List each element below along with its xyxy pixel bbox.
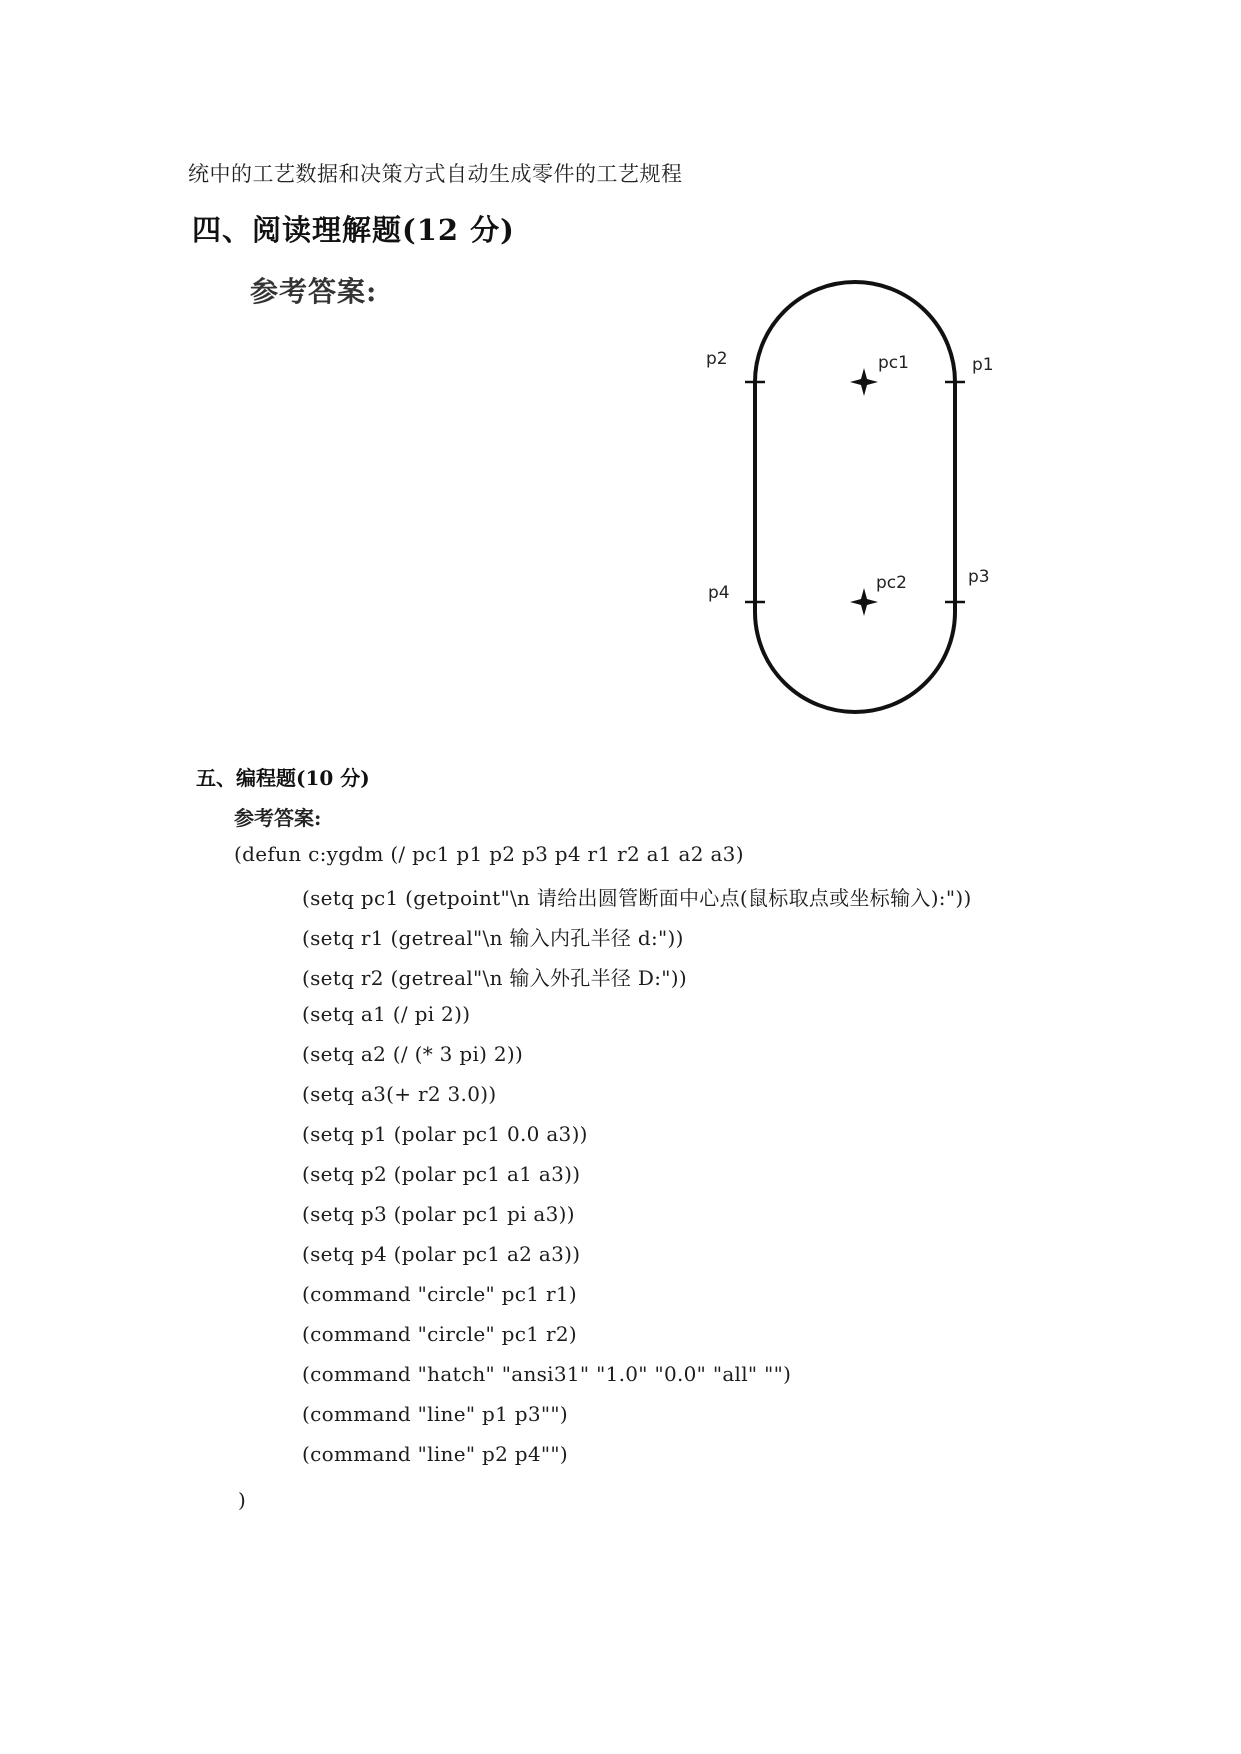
section-four-answer-label: 参考答案: <box>250 275 378 308</box>
code-line: (setq a3(+ r2 3.0)) <box>302 1082 497 1106</box>
code-line: (setq p2 (polar pc1 a1 a3)) <box>302 1162 581 1186</box>
code-line: (setq a1 (/ pi 2)) <box>302 1002 471 1026</box>
code-line: (command "circle" pc1 r1) <box>302 1282 577 1306</box>
label-p4: p4 <box>708 583 730 603</box>
label-p2: p2 <box>706 349 728 369</box>
label-pc1: pc1 <box>878 353 909 373</box>
pc2-marker <box>850 588 878 616</box>
code-line: (command "line" p1 p3"") <box>302 1402 569 1426</box>
code-line: (command "circle" pc1 r2) <box>302 1322 577 1346</box>
intro-text: 统中的工艺数据和决策方式自动生成零件的工艺规程 <box>188 162 683 186</box>
section-five-answer-label: 参考答案: <box>234 806 322 830</box>
code-line: (setq r2 (getreal"\n 输入外孔半径 D:")) <box>302 966 687 990</box>
code-line: (setq r1 (getreal"\n 输入内孔半径 d:")) <box>302 926 684 950</box>
p3-marker <box>945 594 965 610</box>
label-pc2: pc2 <box>876 573 907 593</box>
p4-marker <box>745 594 765 610</box>
p2-marker <box>745 374 765 390</box>
code-line: ) <box>238 1488 247 1512</box>
code-line: (command "line" p2 p4"") <box>302 1442 569 1466</box>
label-p1: p1 <box>972 355 994 375</box>
label-p3: p3 <box>968 567 990 587</box>
code-line: (setq p4 (polar pc1 a2 a3)) <box>302 1242 581 1266</box>
code-line: (defun c:ygdm (/ pc1 p1 p2 p3 p4 r1 r2 a1 a2 a3) <box>234 842 744 866</box>
section-four-title: 四、阅读理解题(12 分) <box>192 213 515 247</box>
code-line: (setq pc1 (getpoint"\n 请给出圆管断面中心点(鼠标取点或坐标输入):")) <box>302 886 972 910</box>
pc1-marker <box>850 368 878 396</box>
code-line: (setq a2 (/ (* 3 pi) 2)) <box>302 1042 524 1066</box>
stadium-diagram <box>690 262 1030 732</box>
stadium-diagram-svg <box>690 262 1030 732</box>
code-line: (command "hatch" "ansi31" "1.0" "0.0" "all" "") <box>302 1362 792 1386</box>
stadium-outline <box>755 282 955 712</box>
code-line: (setq p1 (polar pc1 0.0 a3)) <box>302 1122 588 1146</box>
code-line: (setq p3 (polar pc1 pi a3)) <box>302 1202 575 1226</box>
section-five-title: 五、编程题(10 分) <box>196 766 370 790</box>
p1-marker <box>945 374 965 390</box>
